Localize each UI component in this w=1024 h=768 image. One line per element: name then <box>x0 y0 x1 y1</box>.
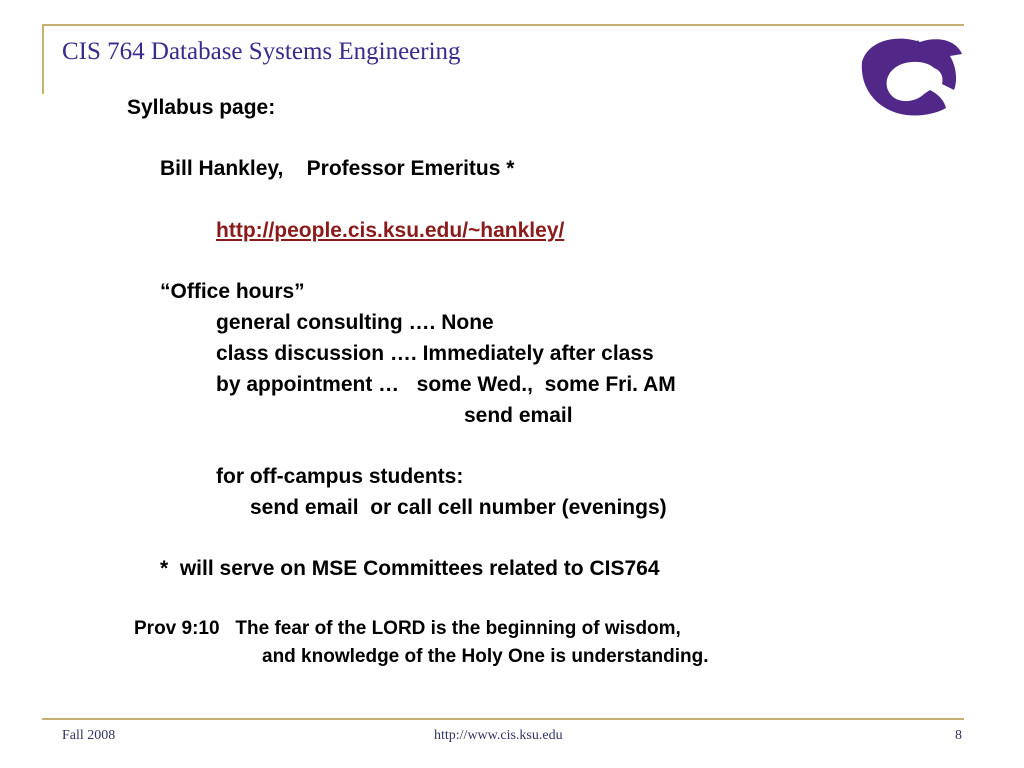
top-border-rule <box>42 24 964 26</box>
committee-note: * will serve on MSE Committees related to CIS764 <box>160 557 660 580</box>
footer-url: http://www.cis.ksu.edu <box>434 728 563 743</box>
slide-title: CIS 764 Database Systems Engineering <box>62 38 461 65</box>
proverb-line-1: Prov 9:10 The fear of the LORD is the beginning of wisdom, <box>134 618 681 639</box>
footer-date: Fall 2008 <box>62 728 116 743</box>
off-campus-contact: send email or call cell number (evenings) <box>250 496 667 519</box>
proverb-line-2: and knowledge of the Holy One is understanding. <box>262 646 709 667</box>
office-hours-title: “Office hours” <box>160 280 305 303</box>
bottom-border-rule <box>42 718 964 720</box>
off-campus-title: for off-campus students: <box>216 465 464 488</box>
powercat-logo-icon <box>858 32 964 118</box>
instructor-homepage-link[interactable]: http://people.cis.ksu.edu/~hankley/ <box>216 219 565 242</box>
office-hours-send-email: send email <box>464 404 573 427</box>
office-hours-appointment: by appointment … some Wed., some Fri. AM <box>216 373 676 396</box>
syllabus-heading: Syllabus page: <box>127 96 276 119</box>
left-border-rule <box>42 24 44 94</box>
footer-page-number: 8 <box>955 728 962 743</box>
office-hours-discussion: class discussion …. Immediately after class <box>216 342 654 365</box>
instructor-text: Bill Hankley, Professor Emeritus * <box>160 157 515 180</box>
office-hours-consulting: general consulting …. None <box>216 311 494 334</box>
instructor-line <box>160 157 514 181</box>
